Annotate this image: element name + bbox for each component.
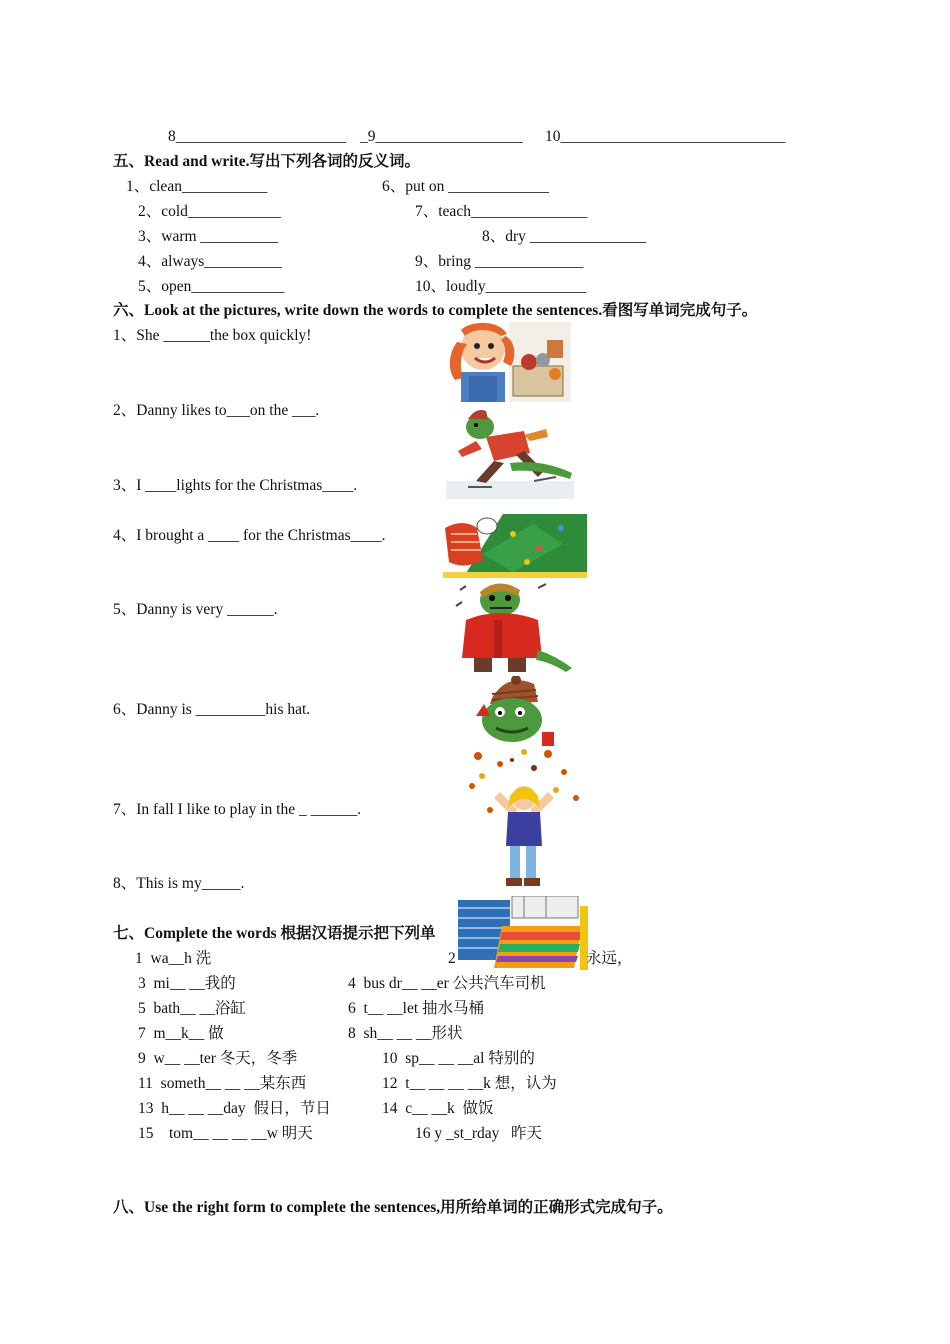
girl-leaves-icon: [460, 746, 588, 894]
s6-item-3: 3、I ____lights for the Christmas____.: [113, 477, 358, 494]
s5-item-1: 1、clean___________: [126, 178, 268, 195]
s6-item-6: 6、Danny is _________his hat.: [113, 701, 311, 718]
blank-9: _9___________________: [360, 128, 523, 145]
s7-item-2-hint: 永远，: [586, 950, 633, 967]
s6-item-7: 7、In fall I like to play in the _ ______.: [113, 801, 361, 818]
s5-item-8: 8、dry _______________: [482, 228, 647, 245]
s7-item-3: 3 mi__ __我的: [138, 975, 236, 992]
s7-item-11: 11 someth__ __ __某东西: [138, 1075, 307, 1092]
s7-item-6: 6 t__ __let 抽水马桶: [348, 1000, 485, 1017]
s5-item-4: 4、always__________: [138, 253, 282, 270]
section7-heading-zh: 根据汉语提示把下列单: [280, 925, 436, 942]
s7-item-8: 8 sh__ __ __形状: [348, 1025, 463, 1042]
blank-10: 10_____________________________: [545, 128, 786, 145]
s6-item-8: 8、This is my_____.: [113, 875, 245, 892]
s7-item-15: 15 tom__ __ __ __w 明天: [138, 1125, 313, 1142]
girl-opening-box-icon: [443, 322, 571, 402]
s6-item-5: 5、Danny is very ______.: [113, 601, 278, 618]
s5-item-9: 9、bring ______________: [415, 253, 584, 270]
s7-item-13: 13 h__ __ __day 假日，节日: [138, 1100, 331, 1117]
s6-item-2: 2、Danny likes to___on the ___.: [113, 402, 320, 419]
dino-skating-icon: [446, 407, 574, 499]
s6-item-1: 1、She ______the box quickly!: [113, 327, 312, 344]
s7-item-2-number: 2: [448, 950, 456, 967]
s7-item-4: 4 bus dr__ __er 公共汽车司机: [348, 975, 546, 992]
section6-heading-en: 六、Look at the pictures, write down the words to complete the sentences.: [113, 302, 603, 319]
christmas-tree-icon: [443, 514, 587, 578]
s7-item-16: 16 y _st_rday 昨天: [415, 1125, 543, 1142]
s7-item-5: 5 bath__ __浴缸: [138, 1000, 247, 1017]
s5-item-7: 7、teach_______________: [415, 203, 588, 220]
section5-heading: [113, 153, 420, 171]
s7-item-1: 1 wa__h 洗: [135, 950, 212, 967]
s7-item-9: 9 w__ __ter 冬天，冬季: [138, 1050, 298, 1067]
s7-item-14: 14 c__ __k 做饭: [382, 1100, 494, 1117]
s5-item-6: 6、put on _____________: [382, 178, 550, 195]
s5-item-5: 5、open____________: [138, 278, 285, 295]
section6-heading-zh: 看图写单词完成句子。: [602, 302, 758, 319]
s7-item-12: 12 t__ __ __ __k 想，认为: [382, 1075, 557, 1092]
s5-item-10: 10、loudly_____________: [415, 278, 587, 295]
section8-heading-en: 八、Use the right form to complete the sentences,: [113, 1199, 441, 1216]
s7-item-10: 10 sp__ __ __al 特别的: [382, 1050, 535, 1067]
section8-heading-zh: 用所给单词的正确形式完成句子。: [440, 1199, 673, 1216]
s5-item-3: 3、warm __________: [138, 228, 278, 245]
section5-heading-en: 五、Read and write.: [113, 153, 250, 170]
dino-cold-icon: [446, 580, 574, 674]
blank-8: 8______________________: [168, 128, 347, 145]
section7-heading: [113, 925, 435, 943]
s5-item-2: 2、cold____________: [138, 203, 281, 220]
dino-hat-icon: [462, 676, 574, 746]
section6-heading: [113, 302, 757, 320]
bedroom-blanket-icon: [458, 896, 590, 970]
s6-item-4: 4、I brought a ____ for the Christmas____.: [113, 527, 386, 544]
section8-heading: [113, 1199, 673, 1217]
s7-item-7: 7 m__k__ 做: [138, 1025, 224, 1042]
section7-heading-en: 七、Complete the words: [113, 925, 281, 942]
section5-heading-zh: 写出下列各词的反义词。: [249, 153, 420, 170]
